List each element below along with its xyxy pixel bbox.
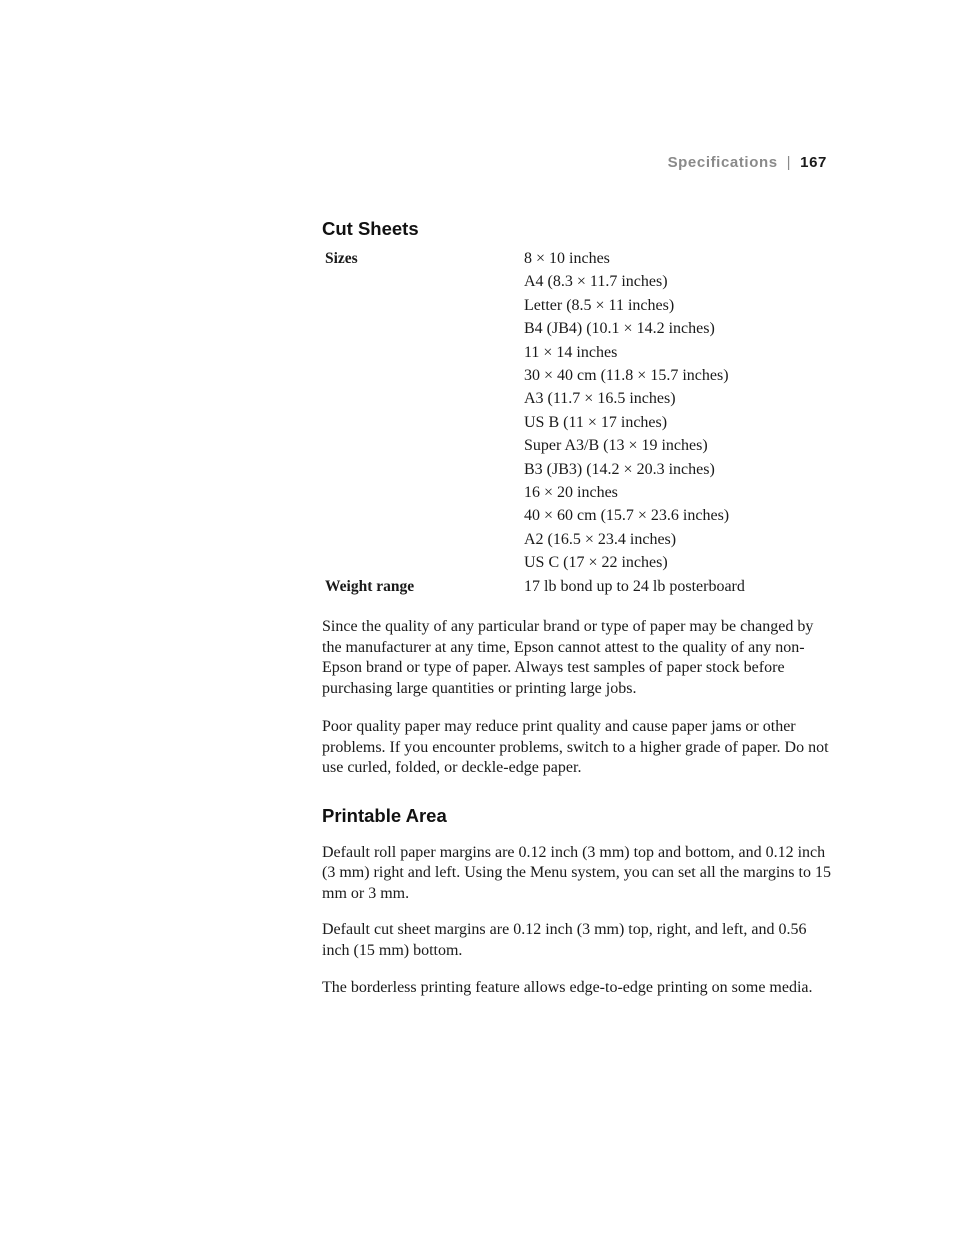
weight-value: 17 lb bond up to 24 lb posterboard bbox=[524, 577, 745, 595]
size-item: B4 (JB4) (10.1 × 14.2 inches) bbox=[524, 320, 715, 338]
cut-sheet-margins-paragraph: Default cut sheet margins are 0.12 inch (3 mm) top, right, and left, and 0.56 inch (15 mm) bottom. bbox=[322, 921, 807, 959]
weight-row bbox=[322, 575, 745, 598]
poor-quality-paragraph: Poor quality paper may reduce print quality and cause paper jams or other problems. If you encounter problems, switch to a higher grade of paper. Do not use curled, folded, or deckle-edge paper. bbox=[322, 718, 829, 777]
size-item: A4 (8.3 × 11.7 inches) bbox=[524, 273, 668, 291]
running-header bbox=[668, 154, 827, 171]
size-item: US B (11 × 17 inches) bbox=[524, 413, 668, 431]
size-item: 30 × 40 cm (11.8 × 15.7 inches) bbox=[524, 367, 729, 385]
borderless-paragraph: The borderless printing feature allows edge-to-edge printing on some media. bbox=[322, 979, 813, 997]
size-item: US C (17 × 22 inches) bbox=[524, 554, 668, 572]
header-separator: | bbox=[786, 154, 792, 171]
size-item: A2 (16.5 × 23.4 inches) bbox=[524, 530, 677, 548]
section-title: Specifications bbox=[667, 154, 778, 171]
size-item: 11 × 14 inches bbox=[524, 343, 618, 361]
size-item: 16 × 20 inches bbox=[524, 484, 618, 502]
roll-margins-paragraph: Default roll paper margins are 0.12 inch (3 mm) top and bottom, and 0.12 inch (3 mm) right and left. Using the Menu system, you can set all the margins to 15 mm or 3 mm. bbox=[322, 843, 831, 902]
sizes-list bbox=[524, 247, 745, 575]
cut-sheets-heading: Cut Sheets bbox=[322, 218, 419, 239]
size-item: 8 × 10 inches bbox=[524, 250, 610, 267]
paper-quality-paragraph: Since the quality of any particular brand or type of paper may be changed by the manufacturer at any time, Epson cannot attest to the quality of any non-Epson brand or type of paper. Always test samples of paper stock before purchasing large quantities or printing large jobs. bbox=[322, 618, 814, 697]
size-item: Letter (8.5 × 11 inches) bbox=[524, 296, 675, 314]
size-item: A3 (11.7 × 16.5 inches) bbox=[524, 390, 676, 408]
cut-sheets-spec-table bbox=[322, 247, 745, 598]
weight-label: Weight range bbox=[325, 577, 415, 595]
size-item: B3 (JB3) (14.2 × 20.3 inches) bbox=[524, 460, 715, 478]
sizes-label: Sizes bbox=[325, 250, 358, 267]
page-number: 167 bbox=[800, 154, 827, 171]
page-content bbox=[322, 218, 832, 999]
size-item: 40 × 60 cm (15.7 × 23.6 inches) bbox=[524, 507, 730, 525]
size-item: Super A3/B (13 × 19 inches) bbox=[524, 437, 708, 455]
printable-area-heading: Printable Area bbox=[322, 804, 447, 826]
sizes-row bbox=[322, 247, 745, 575]
